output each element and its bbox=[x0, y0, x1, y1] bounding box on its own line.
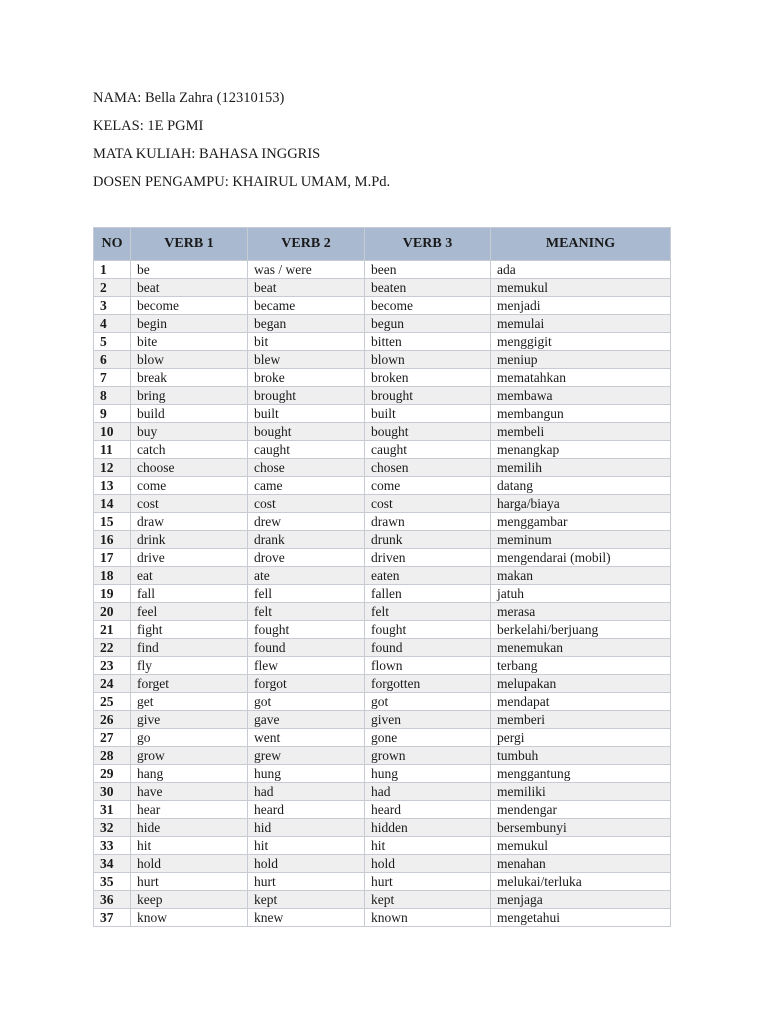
verb3-cell: brought bbox=[365, 387, 491, 405]
meaning-cell: meniup bbox=[491, 351, 671, 369]
verb3-cell: found bbox=[365, 639, 491, 657]
course-label: MATA KULIAH: BAHASA INGGRIS bbox=[93, 146, 321, 162]
row-number: 24 bbox=[94, 675, 131, 693]
row-number: 1 bbox=[94, 261, 131, 279]
row-number: 31 bbox=[94, 801, 131, 819]
verb3-cell: cost bbox=[365, 495, 491, 513]
verb3-cell: heard bbox=[365, 801, 491, 819]
row-number: 30 bbox=[94, 783, 131, 801]
meaning-cell: memukul bbox=[491, 837, 671, 855]
verb2-cell: bit bbox=[248, 333, 365, 351]
table-row bbox=[94, 315, 671, 333]
row-number: 25 bbox=[94, 693, 131, 711]
row-number: 6 bbox=[94, 351, 131, 369]
table-header-row bbox=[94, 228, 671, 261]
verb1-cell: draw bbox=[131, 513, 248, 531]
verb1-cell: fight bbox=[131, 621, 248, 639]
meaning-cell: menggigit bbox=[491, 333, 671, 351]
verb2-cell: forgot bbox=[248, 675, 365, 693]
row-number: 14 bbox=[94, 495, 131, 513]
table-row bbox=[94, 261, 671, 279]
row-number: 8 bbox=[94, 387, 131, 405]
row-number: 32 bbox=[94, 819, 131, 837]
meaning-cell: tumbuh bbox=[491, 747, 671, 765]
verb3-cell: fallen bbox=[365, 585, 491, 603]
verb1-cell: hold bbox=[131, 855, 248, 873]
verb3-cell: felt bbox=[365, 603, 491, 621]
verb1-cell: feel bbox=[131, 603, 248, 621]
row-number: 7 bbox=[94, 369, 131, 387]
verb2-cell: broke bbox=[248, 369, 365, 387]
row-number: 33 bbox=[94, 837, 131, 855]
verb3-cell: hidden bbox=[365, 819, 491, 837]
verb1-cell: drive bbox=[131, 549, 248, 567]
verb1-cell: bite bbox=[131, 333, 248, 351]
verb3-cell: come bbox=[365, 477, 491, 495]
table-row bbox=[94, 639, 671, 657]
verb1-cell: find bbox=[131, 639, 248, 657]
verb3-cell: got bbox=[365, 693, 491, 711]
verb2-cell: caught bbox=[248, 441, 365, 459]
class-label: KELAS: 1E PGMI bbox=[93, 118, 204, 134]
verb2-cell: grew bbox=[248, 747, 365, 765]
table-row bbox=[94, 279, 671, 297]
document-header bbox=[93, 84, 390, 196]
verb3-cell: known bbox=[365, 909, 491, 927]
row-number: 36 bbox=[94, 891, 131, 909]
row-number: 21 bbox=[94, 621, 131, 639]
verb1-cell: buy bbox=[131, 423, 248, 441]
table-row bbox=[94, 621, 671, 639]
column-header-no: NO bbox=[94, 228, 131, 261]
verb2-cell: hurt bbox=[248, 873, 365, 891]
table-row bbox=[94, 711, 671, 729]
row-number: 9 bbox=[94, 405, 131, 423]
verb3-cell: been bbox=[365, 261, 491, 279]
verb1-cell: choose bbox=[131, 459, 248, 477]
table-row bbox=[94, 729, 671, 747]
verb3-cell: beaten bbox=[365, 279, 491, 297]
row-number: 37 bbox=[94, 909, 131, 927]
verb2-cell: brought bbox=[248, 387, 365, 405]
row-number: 22 bbox=[94, 639, 131, 657]
verb1-cell: come bbox=[131, 477, 248, 495]
table-row bbox=[94, 549, 671, 567]
table-row bbox=[94, 855, 671, 873]
verb3-cell: bought bbox=[365, 423, 491, 441]
verb2-cell: ate bbox=[248, 567, 365, 585]
meaning-cell: memilih bbox=[491, 459, 671, 477]
verb1-cell: beat bbox=[131, 279, 248, 297]
table-row bbox=[94, 531, 671, 549]
verb2-cell: heard bbox=[248, 801, 365, 819]
meaning-cell: memiliki bbox=[491, 783, 671, 801]
meaning-cell: membeli bbox=[491, 423, 671, 441]
table-row bbox=[94, 891, 671, 909]
verb2-cell: hold bbox=[248, 855, 365, 873]
verb3-cell: forgotten bbox=[365, 675, 491, 693]
meaning-cell: datang bbox=[491, 477, 671, 495]
verb3-cell: driven bbox=[365, 549, 491, 567]
verb1-cell: break bbox=[131, 369, 248, 387]
row-number: 35 bbox=[94, 873, 131, 891]
verb1-cell: fly bbox=[131, 657, 248, 675]
verb3-cell: drawn bbox=[365, 513, 491, 531]
row-number: 4 bbox=[94, 315, 131, 333]
meaning-cell: terbang bbox=[491, 657, 671, 675]
lecturer-label: DOSEN PENGAMPU: KHAIRUL UMAM, M.Pd. bbox=[93, 174, 391, 190]
table-row bbox=[94, 423, 671, 441]
row-number: 5 bbox=[94, 333, 131, 351]
verb3-cell: eaten bbox=[365, 567, 491, 585]
table-row bbox=[94, 837, 671, 855]
verb2-cell: hung bbox=[248, 765, 365, 783]
table-row bbox=[94, 567, 671, 585]
verb2-cell: went bbox=[248, 729, 365, 747]
verb3-cell: kept bbox=[365, 891, 491, 909]
verb1-cell: be bbox=[131, 261, 248, 279]
meaning-cell: menangkap bbox=[491, 441, 671, 459]
verb1-cell: grow bbox=[131, 747, 248, 765]
table-row bbox=[94, 765, 671, 783]
table-row bbox=[94, 747, 671, 765]
table-row bbox=[94, 801, 671, 819]
meaning-cell: menggantung bbox=[491, 765, 671, 783]
column-header-verb2: VERB 2 bbox=[248, 228, 365, 261]
verb2-cell: began bbox=[248, 315, 365, 333]
verb3-cell: hurt bbox=[365, 873, 491, 891]
row-number: 29 bbox=[94, 765, 131, 783]
table-row bbox=[94, 909, 671, 927]
verb2-cell: hit bbox=[248, 837, 365, 855]
verb2-cell: hid bbox=[248, 819, 365, 837]
table-row bbox=[94, 477, 671, 495]
verb3-cell: given bbox=[365, 711, 491, 729]
row-number: 10 bbox=[94, 423, 131, 441]
row-number: 17 bbox=[94, 549, 131, 567]
meaning-cell: merasa bbox=[491, 603, 671, 621]
table-row bbox=[94, 873, 671, 891]
row-number: 34 bbox=[94, 855, 131, 873]
verb3-cell: hold bbox=[365, 855, 491, 873]
meaning-cell: harga/biaya bbox=[491, 495, 671, 513]
column-header-verb3: VERB 3 bbox=[365, 228, 491, 261]
table-body bbox=[94, 261, 671, 927]
verb2-cell: found bbox=[248, 639, 365, 657]
row-number: 18 bbox=[94, 567, 131, 585]
verb1-cell: hurt bbox=[131, 873, 248, 891]
table-row bbox=[94, 675, 671, 693]
meaning-cell: menjaga bbox=[491, 891, 671, 909]
verb2-cell: became bbox=[248, 297, 365, 315]
verb3-cell: become bbox=[365, 297, 491, 315]
table-row bbox=[94, 369, 671, 387]
verb2-cell: blew bbox=[248, 351, 365, 369]
row-number: 3 bbox=[94, 297, 131, 315]
table-row bbox=[94, 603, 671, 621]
verb2-cell: fell bbox=[248, 585, 365, 603]
table-row bbox=[94, 459, 671, 477]
row-number: 26 bbox=[94, 711, 131, 729]
verb1-cell: go bbox=[131, 729, 248, 747]
meaning-cell: mendengar bbox=[491, 801, 671, 819]
row-number: 23 bbox=[94, 657, 131, 675]
verb2-cell: drew bbox=[248, 513, 365, 531]
verb2-cell: drank bbox=[248, 531, 365, 549]
verb1-cell: hit bbox=[131, 837, 248, 855]
row-number: 28 bbox=[94, 747, 131, 765]
verb1-cell: get bbox=[131, 693, 248, 711]
verb1-cell: eat bbox=[131, 567, 248, 585]
meaning-cell: mendapat bbox=[491, 693, 671, 711]
verb2-cell: flew bbox=[248, 657, 365, 675]
verb2-cell: bought bbox=[248, 423, 365, 441]
meaning-cell: pergi bbox=[491, 729, 671, 747]
meaning-cell: mengetahui bbox=[491, 909, 671, 927]
verb2-cell: fought bbox=[248, 621, 365, 639]
meaning-cell: makan bbox=[491, 567, 671, 585]
table-row bbox=[94, 405, 671, 423]
verb1-cell: catch bbox=[131, 441, 248, 459]
row-number: 20 bbox=[94, 603, 131, 621]
table-row bbox=[94, 585, 671, 603]
meaning-cell: menemukan bbox=[491, 639, 671, 657]
verb2-cell: gave bbox=[248, 711, 365, 729]
meaning-cell: meminum bbox=[491, 531, 671, 549]
verb1-cell: become bbox=[131, 297, 248, 315]
verb1-cell: forget bbox=[131, 675, 248, 693]
verb2-cell: was / were bbox=[248, 261, 365, 279]
verb1-cell: bring bbox=[131, 387, 248, 405]
meaning-cell: menjadi bbox=[491, 297, 671, 315]
meaning-cell: membawa bbox=[491, 387, 671, 405]
row-number: 12 bbox=[94, 459, 131, 477]
verb2-cell: came bbox=[248, 477, 365, 495]
meaning-cell: membangun bbox=[491, 405, 671, 423]
meaning-cell: melukai/terluka bbox=[491, 873, 671, 891]
table-row bbox=[94, 513, 671, 531]
verb2-cell: drove bbox=[248, 549, 365, 567]
verb3-cell: chosen bbox=[365, 459, 491, 477]
column-header-verb1: VERB 1 bbox=[131, 228, 248, 261]
meaning-cell: ada bbox=[491, 261, 671, 279]
verb1-cell: know bbox=[131, 909, 248, 927]
verb1-cell: drink bbox=[131, 531, 248, 549]
meaning-cell: memulai bbox=[491, 315, 671, 333]
verb3-cell: flown bbox=[365, 657, 491, 675]
verb3-cell: blown bbox=[365, 351, 491, 369]
verb1-cell: cost bbox=[131, 495, 248, 513]
meaning-cell: menahan bbox=[491, 855, 671, 873]
table-row bbox=[94, 441, 671, 459]
row-number: 19 bbox=[94, 585, 131, 603]
verb2-cell: cost bbox=[248, 495, 365, 513]
verb3-cell: grown bbox=[365, 747, 491, 765]
verb1-cell: hang bbox=[131, 765, 248, 783]
verb3-cell: gone bbox=[365, 729, 491, 747]
verb3-cell: hit bbox=[365, 837, 491, 855]
meaning-cell: memukul bbox=[491, 279, 671, 297]
table-row bbox=[94, 351, 671, 369]
table-row bbox=[94, 495, 671, 513]
table-row bbox=[94, 693, 671, 711]
table-row bbox=[94, 297, 671, 315]
verb1-cell: begin bbox=[131, 315, 248, 333]
row-number: 2 bbox=[94, 279, 131, 297]
verb1-cell: blow bbox=[131, 351, 248, 369]
verb2-cell: felt bbox=[248, 603, 365, 621]
row-number: 11 bbox=[94, 441, 131, 459]
meaning-cell: berkelahi/berjuang bbox=[491, 621, 671, 639]
meaning-cell: melupakan bbox=[491, 675, 671, 693]
verb3-cell: begun bbox=[365, 315, 491, 333]
verb3-cell: drunk bbox=[365, 531, 491, 549]
row-number: 27 bbox=[94, 729, 131, 747]
verb3-cell: had bbox=[365, 783, 491, 801]
column-header-meaning: MEANING bbox=[491, 228, 671, 261]
verb2-cell: had bbox=[248, 783, 365, 801]
meaning-cell: mematahkan bbox=[491, 369, 671, 387]
meaning-cell: mengendarai (mobil) bbox=[491, 549, 671, 567]
row-number: 15 bbox=[94, 513, 131, 531]
table-row bbox=[94, 783, 671, 801]
student-name: NAMA: Bella Zahra (12310153) bbox=[93, 90, 285, 106]
verb1-cell: fall bbox=[131, 585, 248, 603]
verb1-cell: keep bbox=[131, 891, 248, 909]
verb2-cell: kept bbox=[248, 891, 365, 909]
verb2-cell: built bbox=[248, 405, 365, 423]
verb2-cell: beat bbox=[248, 279, 365, 297]
verb1-cell: hear bbox=[131, 801, 248, 819]
verb3-cell: caught bbox=[365, 441, 491, 459]
row-number: 16 bbox=[94, 531, 131, 549]
meaning-cell: menggambar bbox=[491, 513, 671, 531]
table-row bbox=[94, 387, 671, 405]
verb2-cell: knew bbox=[248, 909, 365, 927]
irregular-verbs-table bbox=[93, 227, 671, 927]
verb3-cell: fought bbox=[365, 621, 491, 639]
table-row bbox=[94, 657, 671, 675]
verb3-cell: hung bbox=[365, 765, 491, 783]
verb1-cell: give bbox=[131, 711, 248, 729]
meaning-cell: memberi bbox=[491, 711, 671, 729]
verb1-cell: hide bbox=[131, 819, 248, 837]
row-number: 13 bbox=[94, 477, 131, 495]
table-row bbox=[94, 333, 671, 351]
verb3-cell: bitten bbox=[365, 333, 491, 351]
verb3-cell: built bbox=[365, 405, 491, 423]
meaning-cell: bersembunyi bbox=[491, 819, 671, 837]
verb2-cell: chose bbox=[248, 459, 365, 477]
verb1-cell: have bbox=[131, 783, 248, 801]
meaning-cell: jatuh bbox=[491, 585, 671, 603]
verb3-cell: broken bbox=[365, 369, 491, 387]
table-row bbox=[94, 819, 671, 837]
verb2-cell: got bbox=[248, 693, 365, 711]
verb1-cell: build bbox=[131, 405, 248, 423]
